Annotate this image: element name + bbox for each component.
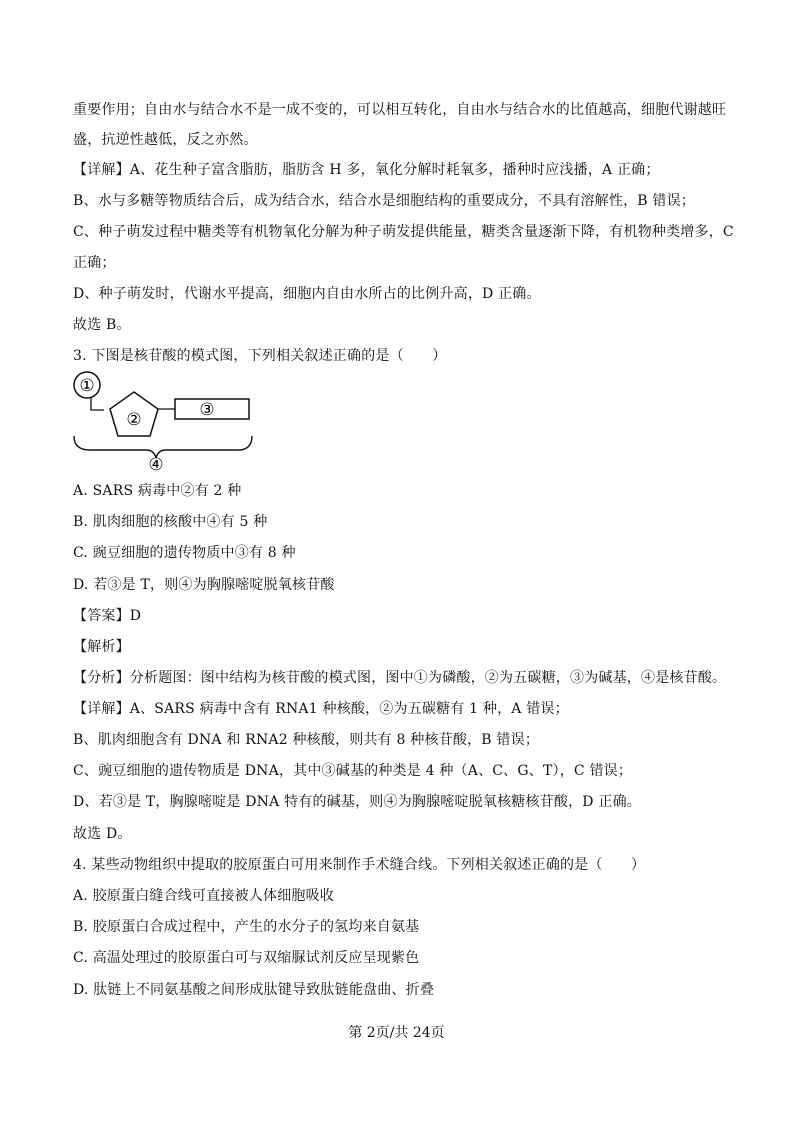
page-number: 第 2页/共 24页	[348, 1025, 445, 1041]
text-line-1: 重要作用；自由水与结合水不是一成不变的，可以相互转化，自由水与结合水的比值越高，细胞代谢越旺	[73, 102, 727, 118]
text-line-7: D、种子萌发时，代谢水平提高，细胞内自由水所占的比例升高，D 正确。	[73, 286, 541, 302]
bond-phosphate-sugar	[91, 398, 104, 410]
q3-option-c: C. 豌豆细胞的遗传物质中③有 8 种	[73, 545, 296, 561]
q3-analysis-heading: 【解析】	[73, 639, 130, 655]
label-1: ①	[79, 376, 95, 396]
text-line-6: 正确；	[73, 255, 116, 271]
q3-conclusion: 故选 D。	[73, 826, 132, 842]
q3-detail-c: C、豌豆细胞的遗传物质是 DNA，其中③碱基的种类是 4 种（A、C、G、T），C 错误；	[73, 763, 633, 779]
q3-detail-a: 【详解】A、SARS 病毒中含有 RNA1 种核酸，②为五碳糖有 1 种，A 错误；	[73, 701, 569, 717]
q4-option-d: D. 肽链上不同氨基酸之间形成肽键导致肽链能盘曲、折叠	[73, 982, 435, 998]
text-line-5: C、种子萌发过程中糖类等有机物氧化分解为种子萌发提供能量，糖类含量逐渐下降，有机物种类增多，C	[73, 224, 734, 240]
question-4-stem: 4. 某些动物组织中提取的胶原蛋白可用来制作手术缝合线。下列相关叙述正确的是（ ）	[73, 857, 646, 873]
label-3: ③	[199, 400, 215, 420]
q4-option-a: A. 胶原蛋白缝合线可直接被人体细胞吸收	[73, 888, 335, 904]
text-line-2: 盛，抗逆性越低，反之亦然。	[73, 132, 258, 148]
q3-detail-d: D、若③是 T，胸腺嘧啶是 DNA 特有的碱基，则④为胸腺嘧啶脱氧核糖核苷酸，D 正确。	[73, 794, 641, 810]
label-2: ②	[126, 410, 142, 430]
label-4: ④	[148, 455, 164, 472]
q3-detail-b: B、肌肉细胞含有 DNA 和 RNA2 种核酸，则共有 8 种核苷酸，B 错误；	[73, 732, 540, 748]
text-line-3: 【详解】A、花生种子富含脂肪，脂肪含 H 多，氧化分解时耗氧多，播种时应浅播，A 正确；	[73, 162, 660, 178]
nucleotide-diagram	[70, 370, 260, 472]
q4-option-c: C. 高温处理过的胶原蛋白可与双缩脲试剂反应呈现紫色	[73, 950, 420, 966]
q4-option-b: B. 胶原蛋白合成过程中，产生的水分子的氢均来自氨基	[73, 919, 420, 935]
q3-option-b: B. 肌肉细胞的核酸中④有 5 种	[73, 514, 268, 530]
q3-answer: 【答案】D	[73, 608, 142, 624]
question-3-stem: 3. 下图是核苷酸的模式图，下列相关叙述正确的是（ ）	[73, 348, 447, 364]
q3-analysis: 【分析】分析题图：图中结构为核苷酸的模式图，图中①为磷酸，②为五碳糖，③为碱基，④是核苷酸。	[73, 670, 727, 686]
text-line-8: 故选 B。	[73, 317, 131, 333]
q3-option-d: D. 若③是 T，则④为胸腺嘧啶脱氧核苷酸	[73, 577, 335, 593]
text-line-4: B、水与多糖等物质结合后，成为结合水，结合水是细胞结构的重要成分，不具有溶解性，B 错误；	[73, 193, 696, 209]
q3-option-a: A. SARS 病毒中②有 2 种	[73, 483, 242, 499]
